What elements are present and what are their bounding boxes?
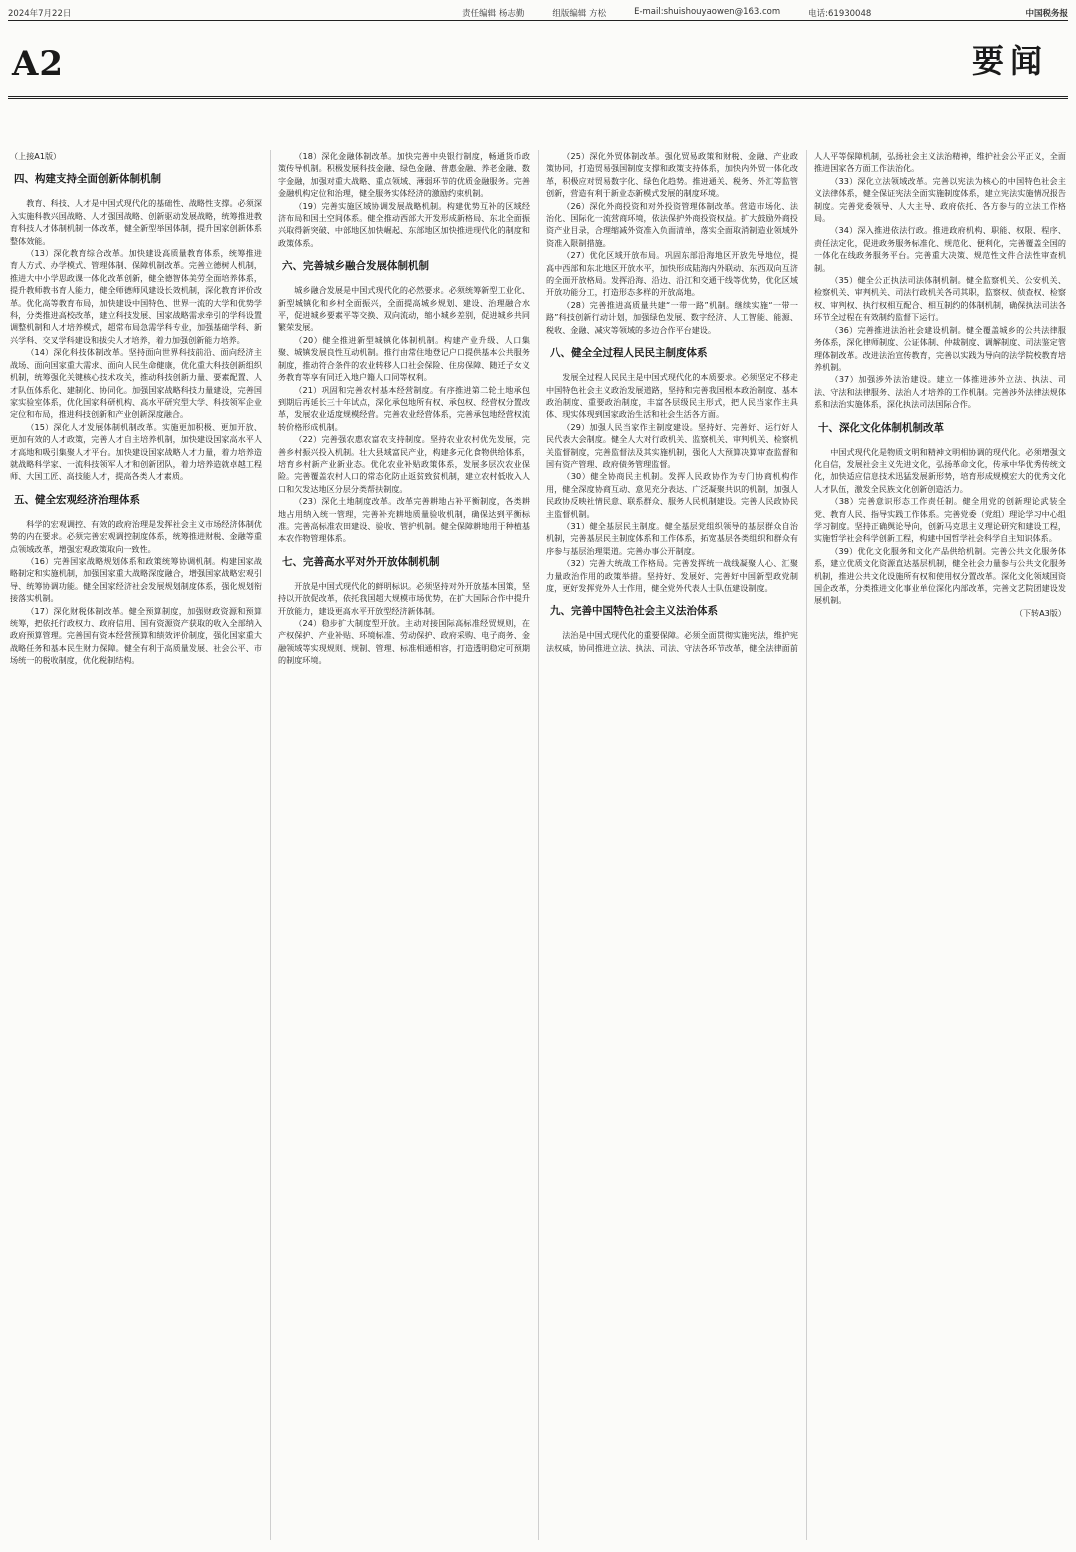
paragraph: （16）完善国家战略规划体系和政策统筹协调机制。构建国家战略制定和实施机制，加强国家重大战略深度融合，增强国家战略宏观引导、统筹协调功能。健全国家经济社会发展规划制度体系，强化规划衔接落实机制。	[10, 555, 262, 604]
paragraph: （19）完善实施区域协调发展战略机制。构建优势互补的区域经济布局和国土空间体系。健全推动西部大开发形成新格局、东北全面振兴取得新突破、中部地区加快崛起、东部地区加快推进现代化的制度和政策体系。	[278, 200, 530, 248]
paragraph: （35）健全公正执法司法体制机制。健全监察机关、公安机关、检察机关、审判机关、司法行政机关各司其职，监察权、侦查权、检察权、审判权、执行权相互配合、相互制约的体制机制，确保执法司法各环节全过程在有效制约监督下运行。	[814, 275, 1066, 323]
section-title: 要闻	[971, 42, 1048, 80]
paragraph: 科学的宏观调控、有效的政府治理是发挥社会主义市场经济体制优势的内在要求。必须完善宏观调控制度体系，统筹推进财税、金融等重点领域改革，增强宏观政策取向一致性。	[10, 518, 262, 554]
paragraph: （38）完善意识形态工作责任制。健全用党的创新理论武装全党、教育人民、指导实践工作体系。完善党委（党组）理论学习中心组学习制度。坚持正确舆论导向，创新马克思主义理论研究和建设工程，实施哲学社会科学创新工程，构建中国哲学社会科学自主知识体系。	[814, 496, 1066, 544]
responsible-editor: 责任编辑 杨志勤	[462, 9, 525, 19]
paragraph: 城乡融合发展是中国式现代化的必然要求。必须统筹新型工业化、新型城镇化和乡村全面振兴，全面提高城乡规划、建设、治理融合水平，促进城乡要素平等交换、双向流动，缩小城乡差别，促进城乡共同繁荣发展。	[278, 285, 530, 333]
page-top-bar	[8, 6, 1068, 21]
continued-from-note: （上接A1版）	[10, 151, 62, 161]
section-heading-8: 八、健全全过程人民民主制度体系	[550, 347, 708, 360]
section-heading-7: 七、完善高水平对外开放体制机制	[282, 555, 440, 568]
paragraph: 发展全过程人民民主是中国式现代化的本质要求。必须坚定不移走中国特色社会主义政治发展道路，坚持和完善我国根本政治制度、基本政治制度、重要政治制度，丰富各层级民主形式，把人民当家作主具体、现实体现到国家政治生活和社会生活各方面。	[546, 372, 798, 420]
paragraph: （17）深化财税体制改革。健全预算制度，加强财政资源和预算统筹，把依托行政权力、政府信用、国有资源资产获取的收入全部纳入政府预算管理。完善国有资本经营预算和绩效评价制度，强化国家重大战略任务和基本民生财力保障。健全有利于高质量发展、社会公平、市场统一的税收制度，优化税制结构。	[10, 605, 262, 666]
paragraph: （15）深化人才发展体制机制改革。实施更加积极、更加开放、更加有效的人才政策，完善人才自主培养机制，加快建设国家高水平人才高地和吸引集聚人才平台。加快建设国家战略人才力量，着力培养造就战略科学家、一流科技领军人才和创新团队，着力培养造就卓越工程师、大国工匠、高技能人才，提高各类人才素质。	[10, 421, 262, 482]
paragraph: （26）深化外商投资和对外投资管理体制改革。营造市场化、法治化、国际化一流营商环境，依法保护外商投资权益。扩大鼓励外商投资产业目录，合理缩减外资准入负面清单，落实全面取消制造业领域外资准入限制措施。	[546, 200, 798, 248]
paragraph: （14）深化科技体制改革。坚持面向世界科技前沿、面向经济主战场、面向国家重大需求、面向人民生命健康，优化重大科技创新组织机制，统筹强化关键核心技术攻关，推动科技创新力量、要素配置、人才队伍体系化、建制化、协同化。加强国家战略科技力量建设，完善国家实验室体系，优化国家科研机构、高水平研究型大学、科技领军企业定位和布局，推进科技创新和产业创新深度融合。	[10, 347, 262, 420]
issue-date: 2024年7月22日	[8, 9, 72, 19]
paragraph: （13）深化教育综合改革。加快建设高质量教育体系，统筹推进育人方式、办学模式、管理体制、保障机制改革。完善立德树人机制，推进大中小学思政课一体化改革创新，健全德智体美劳全面培养体系，提升教师教书育人能力，健全师德师风建设长效机制，深化教育评价改革。优化高等教育布局，加快建设中国特色、世界一流的大学和优势学科，分类推进高校改革，建立科技发展、国家战略需求牵引的学科设置调整机制和人才培养模式，超常布局急需学科专业，加强基础学科、新兴学科、交叉学科建设和拔尖人才培养，着力加强创新能力培养。	[10, 248, 262, 345]
header-divider	[8, 96, 1068, 99]
paragraph: （33）深化立法领域改革。完善以宪法为核心的中国特色社会主义法律体系，健全保证宪法全面实施制度体系，建立宪法实施情况报告制度。完善党委领导、人大主导、政府依托、各方参与的立法工作格局。	[814, 175, 1066, 224]
section-heading-4: 四、构建支持全面创新体制机制	[14, 173, 161, 186]
paragraph: （34）深入推进依法行政。推进政府机构、职能、权限、程序、责任法定化，促进政务服务标准化、规范化、便利化，完善覆盖全国的一体化在线政务服务平台。完善重大决策、规范性文件合法性审查机制。	[814, 225, 1066, 273]
newspaper-name: 中国税务报	[1025, 9, 1068, 19]
paragraph: （39）优化文化服务和文化产品供给机制。完善公共文化服务体系，建立优质文化资源直达基层机制，健全社会力量参与公共文化服务机制，推进公共文化设施所有权和使用权分置改革。深化文化领域国资国企改革，分类推进文化事业单位深化内部改革，完善文艺院团建设发展机制。	[814, 545, 1066, 606]
page-number: A2	[12, 44, 65, 84]
section-heading-5: 五、健全宏观经济治理体系	[14, 493, 140, 506]
paragraph: （23）深化土地制度改革。改革完善耕地占补平衡制度，各类耕地占用纳入统一管理，完善补充耕地质量验收机制，确保达到平衡标准。完善高标准农田建设、验收、管护机制。健全保障耕地用于种植基本农作物管理体系。	[278, 496, 530, 544]
paragraph: （20）健全推进新型城镇化体制机制。构建产业升级、人口集聚、城镇发展良性互动机制。推行由常住地登记户口提供基本公共服务制度，推动符合条件的农业转移人口社会保险、住房保障、随迁子女义务教育等享有同迁入地户籍人口同等权利。	[278, 334, 530, 383]
paragraph: （25）深化外贸体制改革。强化贸易政策和财税、金融、产业政策协同，打造贸易强国制度支撑和政策支持体系，加快内外贸一体化改革，积极应对贸易数字化、绿色化趋势。推进通关、税务、外汇等监管创新，营造有利于新业态新模式发展的制度环境。	[546, 151, 798, 199]
paragraph: （24）稳步扩大制度型开放。主动对接国际高标准经贸规则，在产权保护、产业补贴、环境标准、劳动保护、政府采购、电子商务、金融领域等实现规则、规制、管理、标准相通相容，打造透明稳定可预期的制度环境。	[278, 618, 530, 666]
page-header	[8, 24, 1068, 134]
paragraph: （36）完善推进法治社会建设机制。健全覆盖城乡的公共法律服务体系，深化律师制度、公证体制、仲裁制度、调解制度、司法鉴定管理体制改革。改进法治宣传教育，完善以实践为导向的法学院校教育培养机制。	[814, 324, 1066, 372]
paragraph: （30）健全协商民主机制。发挥人民政协作为专门协商机构作用，健全深度协商互动、意见充分表达、广泛凝聚共识的机制，加强人民政协反映社情民意、联系群众、服务人民机制建设。完善人民政协民主监督机制。	[546, 471, 798, 519]
layout-editor: 组版编辑 方松	[552, 9, 607, 19]
section-heading-10: 十、深化文化体制机制改革	[818, 421, 944, 434]
editor-email[interactable]: E-mail:shuishouyaowen@163.com	[634, 7, 781, 17]
section-heading-6: 六、完善城乡融合发展体制机制	[282, 260, 429, 273]
paragraph: （32）完善大统战工作格局。完善发挥统一战线凝聚人心、汇聚力量政治作用的政策举措。坚持好、发展好、完善好中国新型政党制度，更好发挥党外人士作用，健全党外代表人士队伍建设制度。	[546, 558, 798, 593]
section-heading-9: 九、完善中国特色社会主义法治体系	[550, 605, 718, 618]
paragraph: （37）加强涉外法治建设。建立一体推进涉外立法、执法、司法、守法和法律服务、法治人才培养的工作机制。完善涉外法律法规体系和法治实施体系，深化执法司法国际合作。	[814, 374, 1066, 410]
paragraph: 开放是中国式现代化的鲜明标识。必须坚持对外开放基本国策，坚持以开放促改革，依托我国超大规模市场优势，在扩大国际合作中提升开放能力，建设更高水平开放型经济新体制。	[278, 580, 530, 616]
paragraph: （29）加强人民当家作主制度建设。坚持好、完善好、运行好人民代表大会制度。健全人大对行政机关、监察机关、审判机关、检察机关监督制度，完善监督法及其实施机制，强化人大预算决算审查监督和国有资产管理、政府债务管理监督。	[546, 421, 798, 469]
continued-to-note: （下转A3版）	[1014, 607, 1066, 618]
paragraph: （21）巩固和完善农村基本经营制度。有序推进第二轮土地承包到期后再延长三十年试点，深化承包地所有权、承包权、经营权分置改革，发展农业适度规模经营。完善农业经营体系，完善承包地经营权流转价格形成机制。	[278, 384, 530, 432]
paragraph: 中国式现代化是物质文明和精神文明相协调的现代化。必须增强文化自信，发展社会主义先进文化，弘扬革命文化，传承中华优秀传统文化，加快适应信息技术迅猛发展新形势，培育形成规模宏大的优秀文化人才队伍，激发全民族文化创新创造活力。	[814, 446, 1066, 494]
paragraph: 教育、科技、人才是中国式现代化的基础性、战略性支撑。必须深入实施科教兴国战略、人才强国战略、创新驱动发展战略，统筹推进教育科技人才体制机制一体改革，健全新型举国体制，提升国家创新体系整体效能。	[10, 198, 262, 246]
paragraph: （27）优化区域开放布局。巩固东部沿海地区开放先导地位，提高中西部和东北地区开放水平，加快形成陆海内外联动、东西双向互济的全面开放格局。发挥沿海、沿边、沿江和交通干线等优势，优化区域开放功能分工，打造形态多样的开放高地。	[546, 250, 798, 298]
paragraph: （28）完善推进高质量共建“一带一路”机制。继续实施“一带一路”科技创新行动计划，加强绿色发展、数字经济、人工智能、能源、税收、金融、减灾等领域的多边合作平台建设。	[546, 299, 798, 335]
editor-phone: 电话:61930048	[808, 9, 872, 19]
article-body	[10, 150, 1066, 1540]
paragraph: （31）健全基层民主制度。健全基层党组织领导的基层群众自治机制，完善基层民主制度体系和工作体系，拓宽基层各类组织和群众有序参与基层治理渠道。完善办事公开制度。	[546, 520, 798, 556]
paragraph: 法治是中国式现代化的重要保障。必须全面贯彻实施宪法，维护宪法权威，协同推进立法、执法、司法、守法各环节改革，健全法律面前人人平等保障机制，弘扬社会主义法治精神，维护社会公平正义，全面推进国家各方面工作法治化。	[546, 151, 1066, 653]
paragraph: （22）完善强农惠农富农支持制度。坚持农业农村优先发展，完善乡村振兴投入机制。壮大县域富民产业，构建多元化食物供给体系，培育乡村新产业新业态。优化农业补贴政策体系，发展多层次农业保险。完善覆盖农村人口的常态化防止返贫致贫机制，建立农村低收入人口和欠发达地区分层分类帮扶制度。	[278, 434, 530, 494]
paragraph: （18）深化金融体制改革。加快完善中央银行制度，畅通货币政策传导机制。积极发展科技金融、绿色金融、普惠金融、养老金融、数字金融，加强对重大战略、重点领域、薄弱环节的优质金融服务。完善金融机构定位和治理，健全服务实体经济的激励约束机制。	[278, 151, 530, 199]
